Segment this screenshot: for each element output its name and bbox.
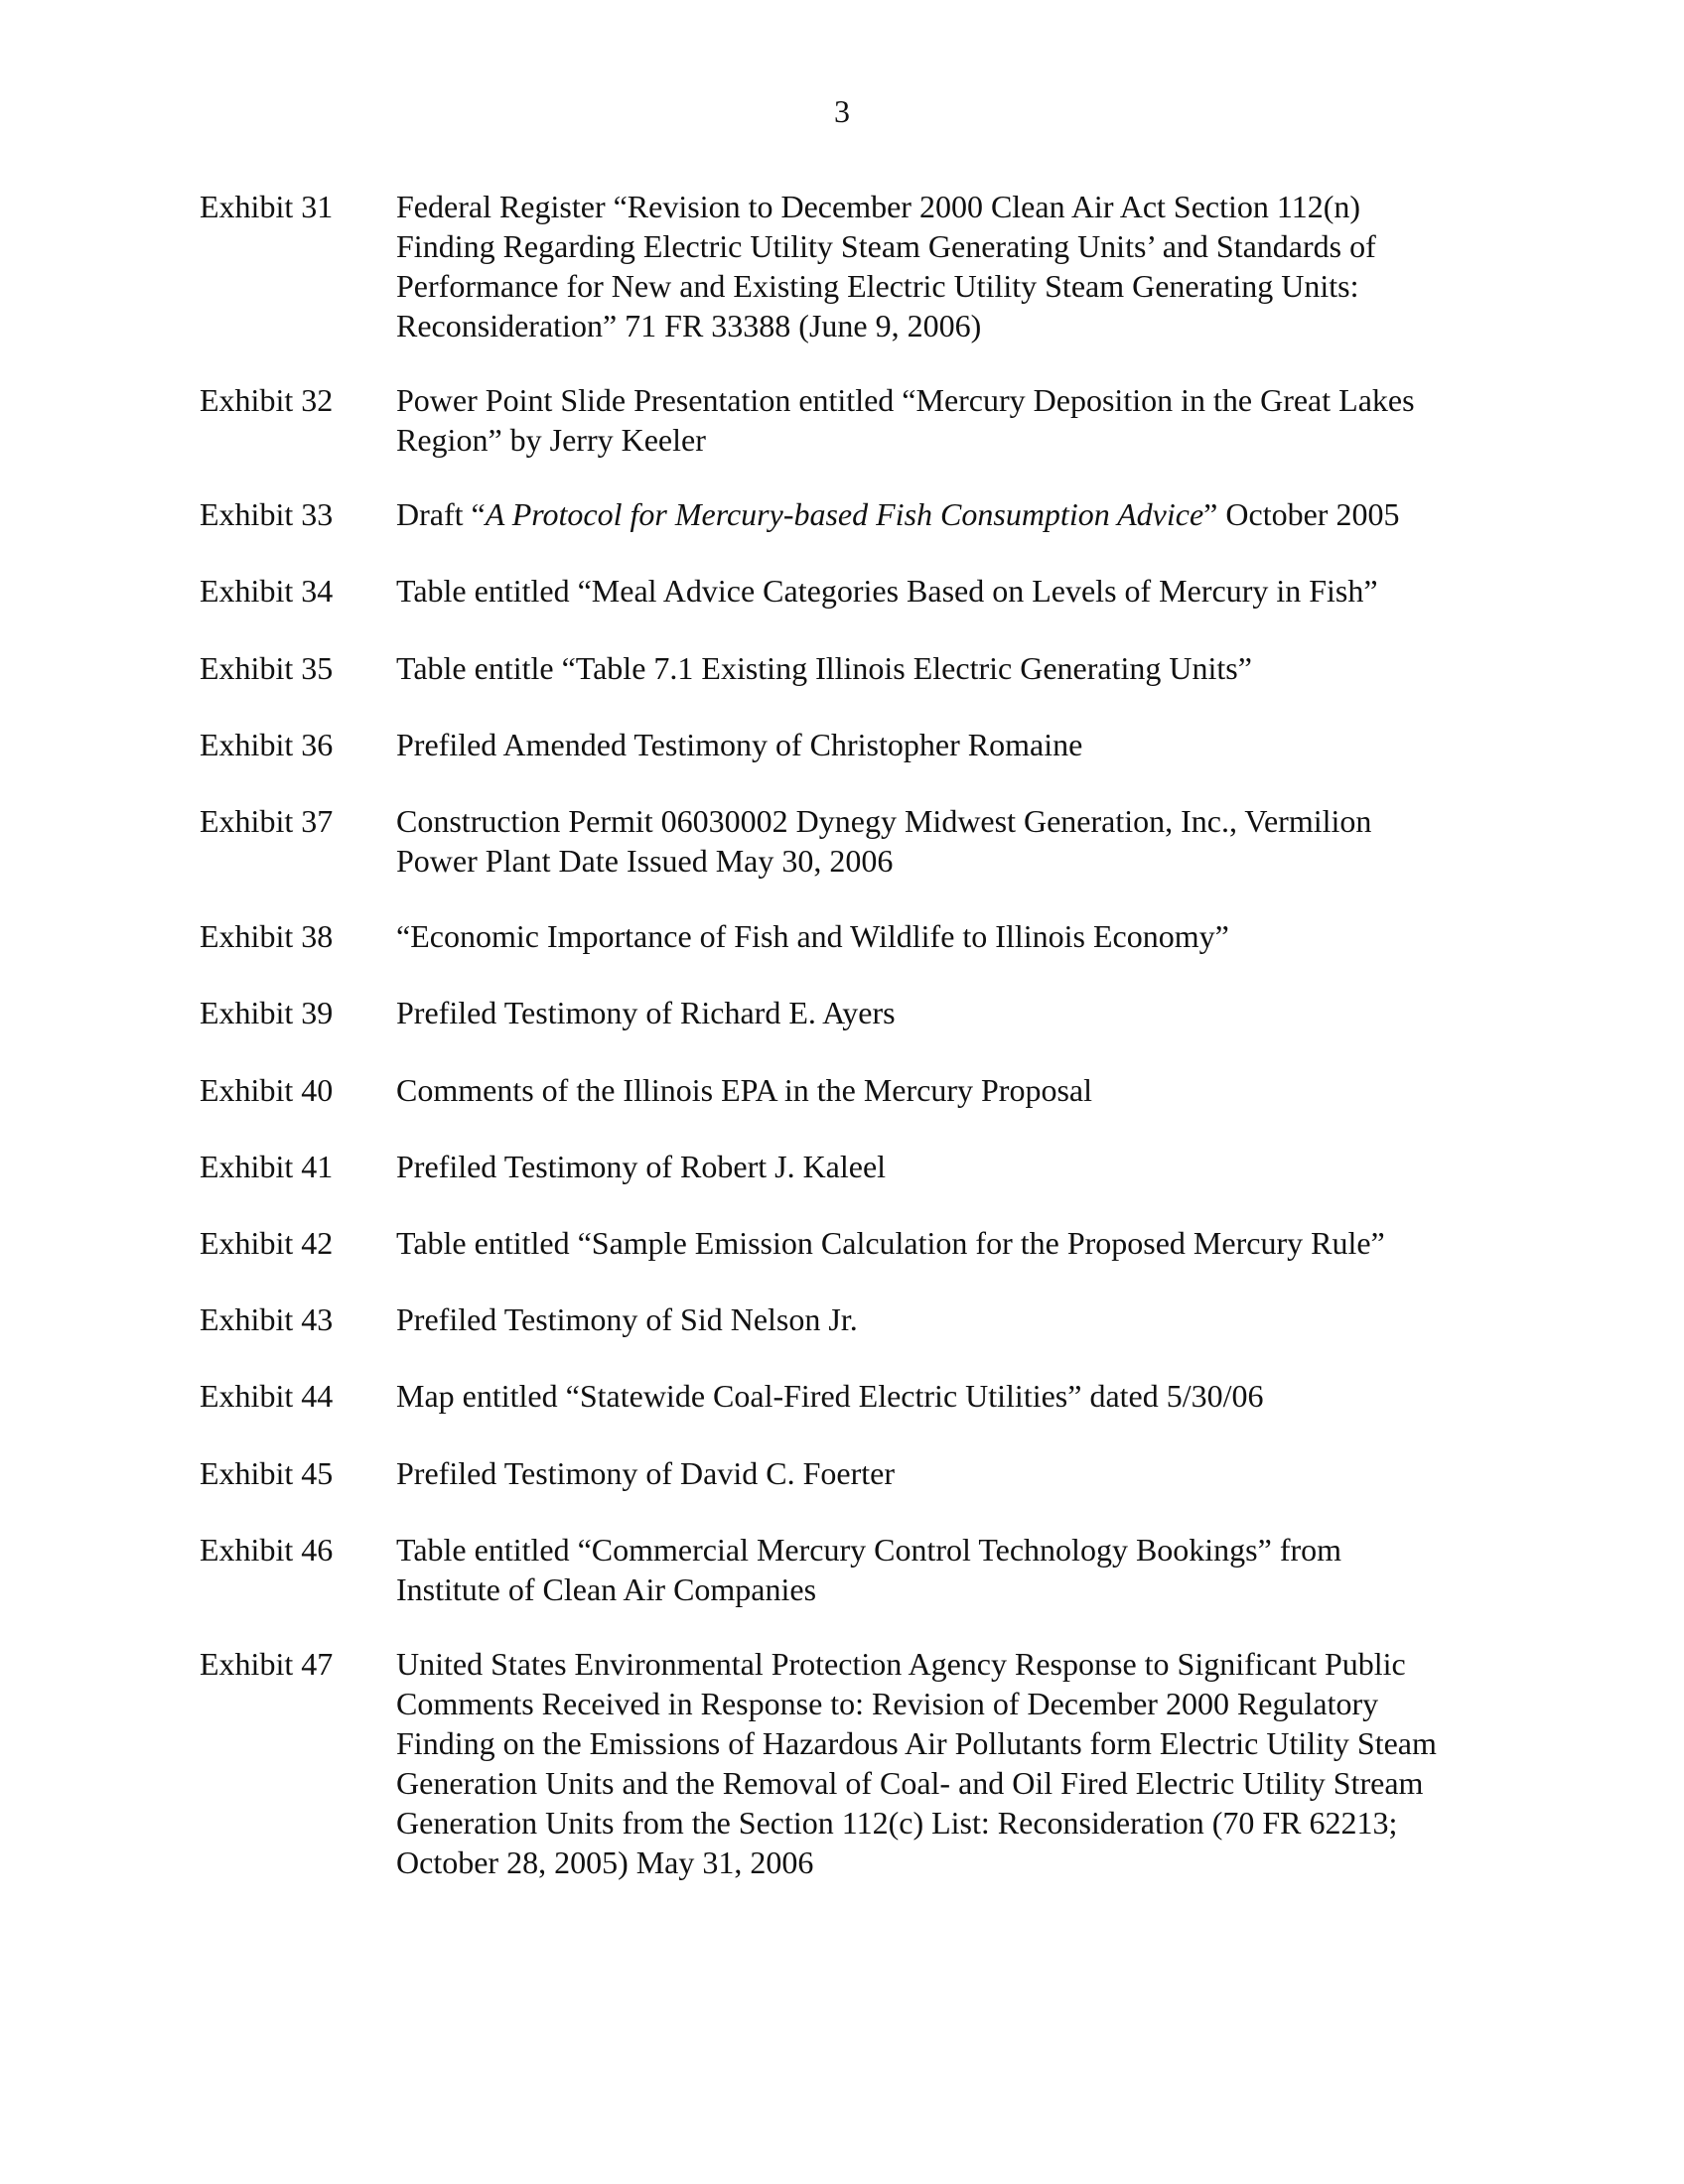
- exhibit-label: Exhibit 47: [200, 1646, 334, 1682]
- exhibit-description: [396, 1223, 1488, 1263]
- description-line: Generation Units and the Removal of Coal- and Oil Fired Electric Utility Stream: [396, 1765, 1424, 1801]
- exhibit-description: [396, 1376, 1488, 1416]
- description-line: Region” by Jerry Keeler: [396, 422, 706, 458]
- description-line: Prefiled Testimony of David C. Foerter: [396, 1455, 895, 1491]
- exhibit-label: Exhibit 40: [200, 1072, 334, 1108]
- description-line: Table entitled “Sample Emission Calculation for the Proposed Mercury Rule”: [396, 1225, 1385, 1261]
- exhibit-description: [396, 993, 1488, 1032]
- description-line: [396, 494, 1488, 534]
- exhibit-description: [396, 648, 1488, 688]
- exhibit-label: Exhibit 31: [200, 189, 334, 224]
- description-line: Map entitled “Statewide Coal-Fired Electric Utilities” dated 5/30/06: [396, 1378, 1264, 1414]
- exhibit-label: Exhibit 37: [200, 803, 334, 839]
- exhibit-label: Exhibit 36: [200, 727, 334, 762]
- description-italic-title: A Protocol for Mercury-based Fish Consumption Advice: [485, 496, 1204, 532]
- exhibit-description: [396, 571, 1488, 611]
- exhibit-label: Exhibit 38: [200, 918, 334, 954]
- description-line: “Economic Importance of Fish and Wildlife to Illinois Economy”: [396, 918, 1229, 954]
- description-line: Finding on the Emissions of Hazardous Air Pollutants form Electric Utility Steam: [396, 1725, 1437, 1761]
- exhibit-description: [396, 1453, 1488, 1493]
- exhibit-label: Exhibit 41: [200, 1149, 334, 1184]
- description-line: Generation Units from the Section 112(c) List: Reconsideration (70 FR 62213;: [396, 1805, 1398, 1841]
- exhibit-label: Exhibit 44: [200, 1378, 334, 1414]
- exhibit-label: Exhibit 32: [200, 382, 334, 418]
- description-line: October 28, 2005) May 31, 2006: [396, 1844, 814, 1880]
- description-line: Power Point Slide Presentation entitled “Mercury Deposition in the Great Lakes: [396, 382, 1415, 418]
- description-line: Performance for New and Existing Electric Utility Steam Generating Units:: [396, 268, 1359, 304]
- description-line: United States Environmental Protection Agency Response to Significant Public: [396, 1646, 1406, 1682]
- description-line: Construction Permit 06030002 Dynegy Midwest Generation, Inc., Vermilion: [396, 803, 1372, 839]
- exhibit-description: [396, 187, 1488, 345]
- exhibit-description: [396, 380, 1488, 460]
- description-line: Table entitled “Meal Advice Categories Based on Levels of Mercury in Fish”: [396, 573, 1378, 609]
- description-line: Prefiled Amended Testimony of Christopher Romaine: [396, 727, 1083, 762]
- exhibit-description: [396, 494, 1488, 534]
- description-line: Institute of Clean Air Companies: [396, 1571, 817, 1607]
- exhibit-label: Exhibit 33: [200, 496, 334, 532]
- page-number: 3: [834, 93, 850, 129]
- exhibit-description: [396, 1070, 1488, 1110]
- description-line: Reconsideration” 71 FR 33388 (June 9, 2006): [396, 308, 982, 343]
- exhibit-label: Exhibit 34: [200, 573, 334, 609]
- description-line: Comments Received in Response to: Revision of December 2000 Regulatory: [396, 1686, 1379, 1721]
- exhibit-description: [396, 1644, 1488, 1882]
- exhibit-description: [396, 1530, 1488, 1609]
- description-line: Table entitle “Table 7.1 Existing Illinois Electric Generating Units”: [396, 650, 1252, 686]
- description-line: Prefiled Testimony of Sid Nelson Jr.: [396, 1301, 858, 1337]
- exhibit-description: [396, 801, 1488, 881]
- exhibit-description: [396, 916, 1488, 956]
- description-line: Table entitled “Commercial Mercury Control Technology Bookings” from: [396, 1532, 1342, 1568]
- description-line: Comments of the Illinois EPA in the Mercury Proposal: [396, 1072, 1092, 1108]
- exhibit-description: [396, 725, 1488, 764]
- description-line: Prefiled Testimony of Robert J. Kaleel: [396, 1149, 887, 1184]
- exhibit-description: [396, 1147, 1488, 1186]
- exhibit-label: Exhibit 42: [200, 1225, 334, 1261]
- description-line: Finding Regarding Electric Utility Steam Generating Units’ and Standards of: [396, 228, 1376, 264]
- exhibit-label: Exhibit 45: [200, 1455, 334, 1491]
- exhibit-label: Exhibit 46: [200, 1532, 334, 1568]
- exhibit-label: Exhibit 35: [200, 650, 334, 686]
- exhibit-label: Exhibit 43: [200, 1301, 334, 1337]
- description-suffix: ” October 2005: [1203, 496, 1400, 532]
- description-prefix: Draft “: [396, 496, 486, 532]
- exhibit-description: [396, 1299, 1488, 1339]
- description-line: Federal Register “Revision to December 2000 Clean Air Act Section 112(n): [396, 189, 1361, 224]
- description-line: Prefiled Testimony of Richard E. Ayers: [396, 995, 896, 1030]
- exhibit-label: Exhibit 39: [200, 995, 334, 1030]
- description-line: Power Plant Date Issued May 30, 2006: [396, 843, 894, 879]
